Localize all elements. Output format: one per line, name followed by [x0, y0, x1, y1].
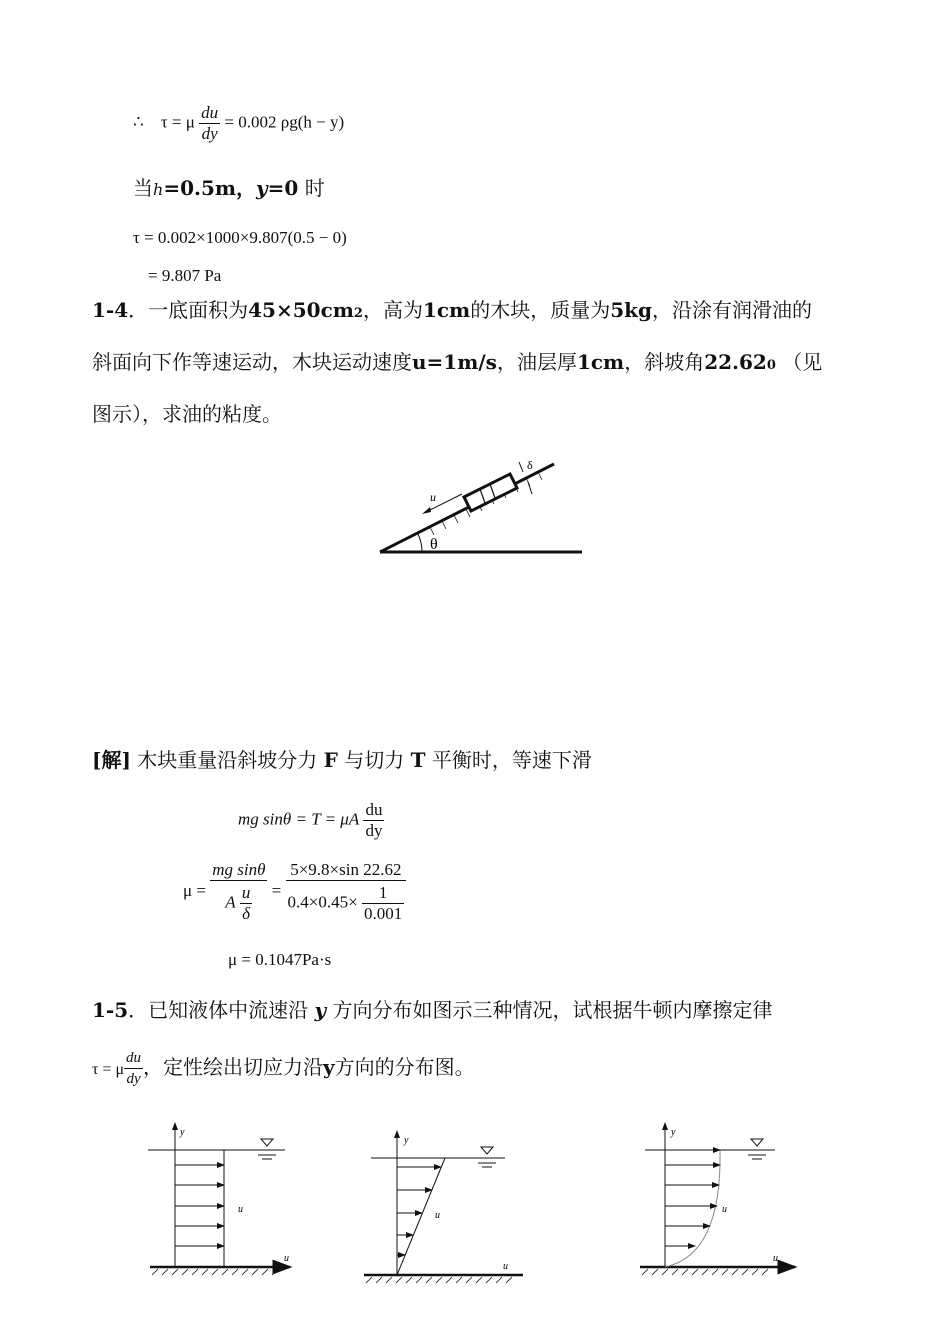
delta-marker-bottom	[528, 482, 532, 494]
viscosity-equation: μ = mg sinθ A $\frac{u}{\delta}$ = 5×9.8×sin 22.62 0.4×0.45× $\frac{1}{0.001}$	[183, 860, 406, 924]
wood-block	[464, 474, 517, 511]
delta-label: δ	[527, 458, 533, 472]
problem-1-4-line2: 斜面向下作等速运动，木块运动速度u=1m/s，油层厚1cm，斜坡角22.620 （见	[92, 350, 823, 374]
therefore-symbol: ∴	[133, 112, 144, 132]
eq-lhs: τ = μ	[160, 112, 195, 132]
tau-result: = 9.807 Pa	[148, 266, 222, 285]
svg-text:y: y	[180, 1127, 185, 1138]
eq-rhs: = 0.002 ρg(h − y)	[224, 112, 345, 132]
du-dy-fraction-2: $\frac{du}{dy}$	[365, 800, 383, 840]
inclined-plane-figure	[370, 452, 590, 562]
du-dy-fraction: $\frac{du}{dy}$	[201, 103, 219, 143]
solution-tag: [解]	[92, 748, 131, 772]
shear-stress-equation	[133, 103, 344, 144]
slope-line	[380, 464, 554, 552]
parabolic-profile	[640, 1123, 795, 1275]
uniform-profile	[148, 1123, 290, 1275]
svg-text:u: u	[773, 1253, 778, 1264]
svg-text:u: u	[503, 1261, 508, 1272]
velocity-profiles-figure	[140, 1115, 810, 1290]
svg-text:u: u	[722, 1204, 727, 1215]
viscosity-fraction-2: 5×9.8×sin 22.62 0.4×0.45× $\frac{1}{0.001}$	[286, 860, 407, 924]
svg-text:y: y	[404, 1135, 409, 1146]
viscosity-result: μ = 0.1047Pa·s	[228, 950, 332, 969]
velocity-arrowhead	[422, 507, 431, 514]
theta-label: θ	[430, 536, 438, 553]
velocity-label: u	[430, 490, 436, 504]
solution-line: [解] 木块重量沿斜坡分力 F 与切力 T 平衡时，等速下滑	[92, 748, 592, 772]
viscosity-fraction-1: mg sinθ A $\frac{u}{\delta}$	[212, 860, 266, 923]
svg-text:u: u	[435, 1210, 440, 1221]
problem-1-5-line2: τ = μ $\frac{du}{dy}$ ，定性绘出切应力沿y方向的分布图。	[92, 1050, 475, 1087]
equilibrium-equation: mg sinθ = T = μA $\frac{du}{dy}$	[238, 800, 383, 840]
tau-calculation: τ = 0.002×1000×9.807(0.5 − 0)	[133, 228, 347, 247]
condition-line: 当h=0.5m，y=0 时	[133, 176, 325, 200]
problem-1-4-line3: 图示），求油的粘度。	[92, 402, 282, 426]
delta-marker-top	[519, 462, 523, 472]
svg-text:u: u	[238, 1204, 243, 1215]
problem-1-5-line1: 1-5．已知液体中流速沿 y 方向分布如图示三种情况，试根据牛顿内摩擦定律	[92, 998, 773, 1022]
svg-text:u: u	[284, 1253, 289, 1264]
problem-1-4-line1: 1-4．一底面积为45×50cm2，高为1cm的木块，质量为5kg，沿涂有润滑油的	[92, 298, 812, 322]
angle-arc	[418, 534, 422, 552]
svg-text:y: y	[671, 1127, 676, 1138]
linear-profile	[364, 1131, 523, 1283]
problem-1-4	[92, 286, 862, 438]
